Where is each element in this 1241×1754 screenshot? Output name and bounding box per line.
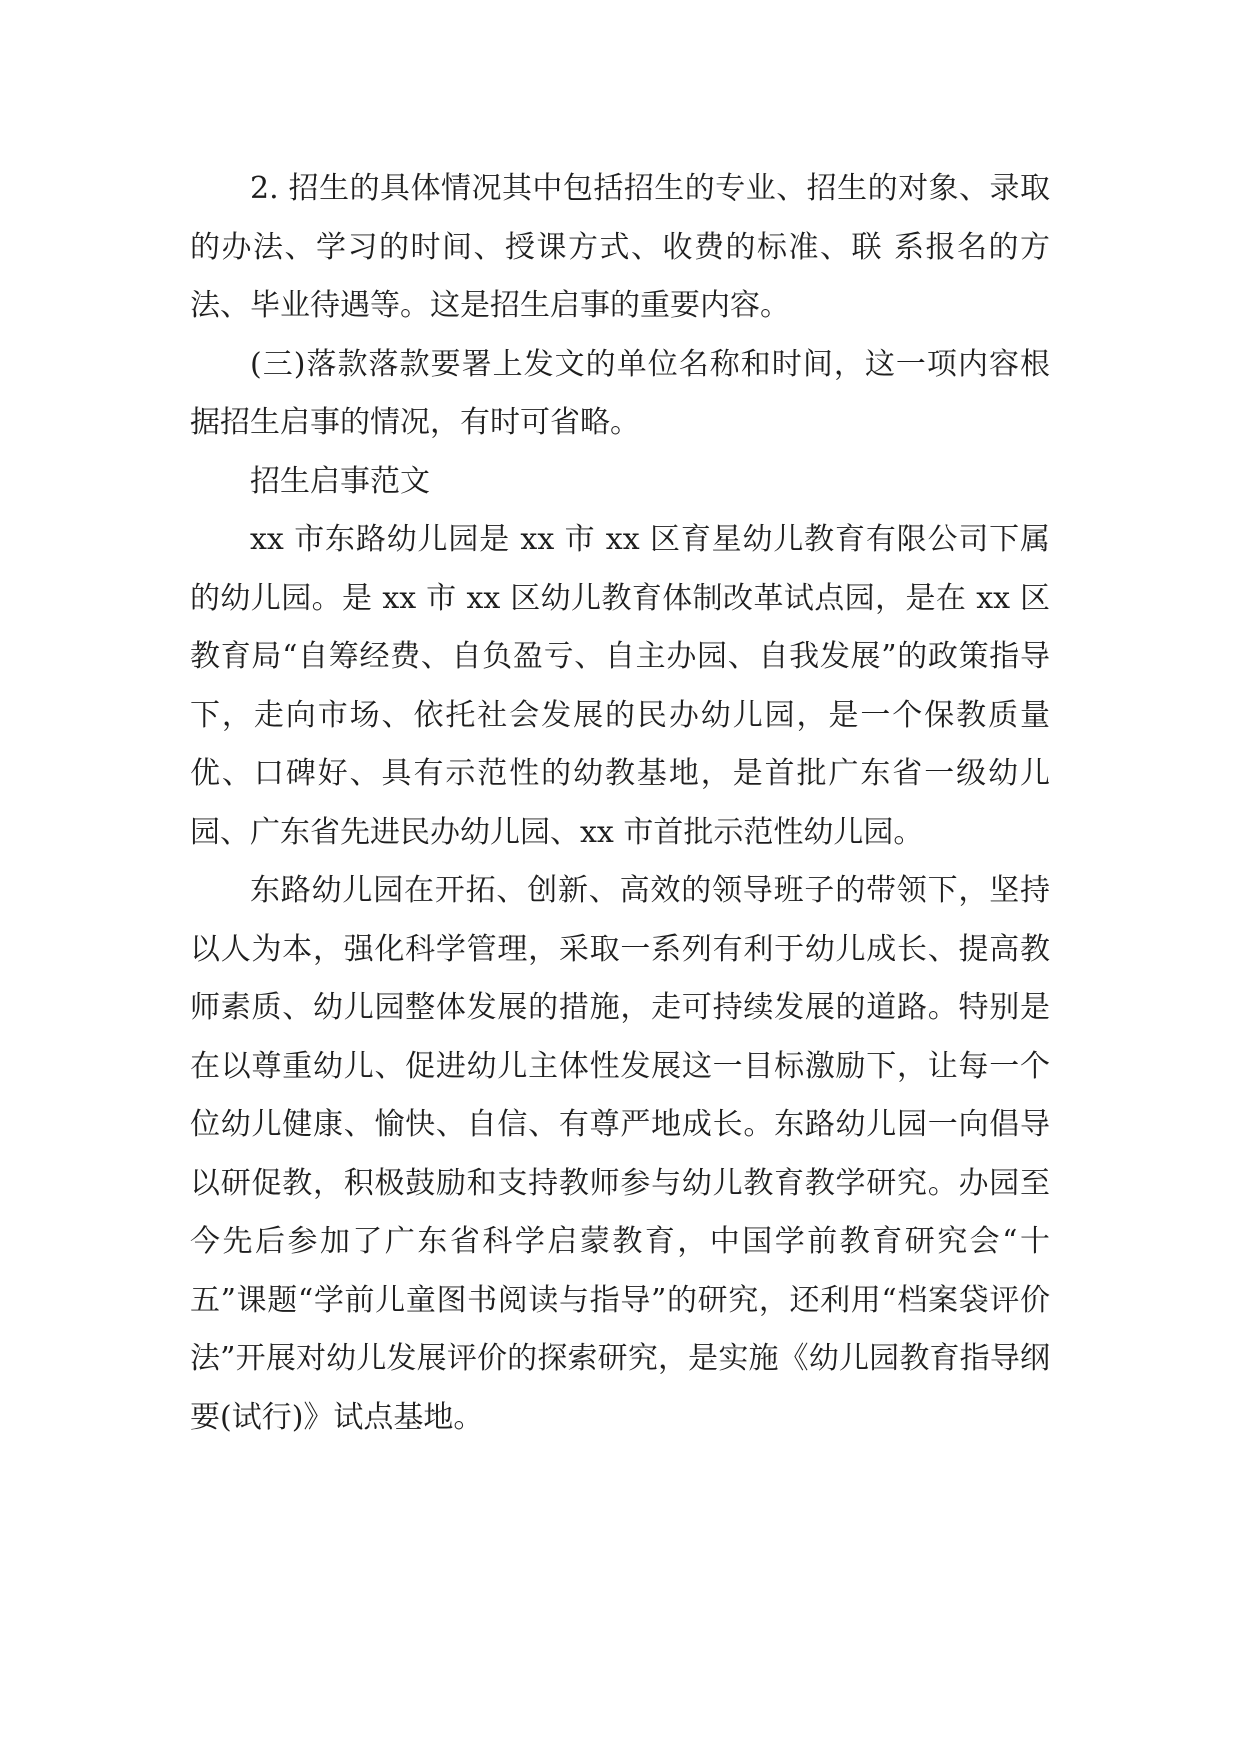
paragraph-kindergarten-management: 东路幼儿园在开拓、创新、高效的领导班子的带领下，坚持以人为本，强化科学管理，采取一系列有利于幼儿成长、提高教师素质、幼儿园整体发展的措施，走可持续发展的道路。特别是在以尊重幼儿、促进幼儿主体性发展这一目标激励下，让每一个位幼儿健康、愉快、自信、有尊严地成长。东路幼儿园一向倡导以研促教，积极鼓励和支持教师参与幼儿教育教学研究。办园至今先后参加了广东省科学启蒙教育，中国学前教育研究会“十五”课题“学前儿童图书阅读与指导”的研究，还利用“档案袋评价法”开展对幼儿发展评价的探索研究，是实施《幼儿园教育指导纲要(试行)》试点基地。: [190, 873, 1050, 1435]
paragraph-enrollment-details: 2. 招生的具体情况其中包括招生的专业、招生的对象、录取的办法、学习的时间、授课方式、收费的标准、联 系报名的方法、毕业待遇等。这是招生启事的重要内容。: [190, 171, 1050, 323]
document-body: [190, 160, 1050, 1447]
sample-heading: 招生启事范文: [250, 463, 430, 499]
paragraph-kindergarten-intro: xx 市东路幼儿园是 xx 市 xx 区育星幼儿教育有限公司下属的幼儿园。是 xx 市 xx 区幼儿教育体制改革试点园，是在 xx 区教育局“自筹经费、自负盈亏、自主办园、自我发展”的政策指导下，走向市场、依托社会发展的民办幼儿园，是一个保教质量优、口碑好、具有示范性的幼教基地，是首批广东省一级幼儿园、广东省先进民办幼儿园、xx 市首批示范性幼儿园。: [190, 522, 1050, 850]
paragraph-signature: (三)落款落款要署上发文的单位名称和时间，这一项内容根据招生启事的情况，有时可省略。: [190, 346, 1050, 440]
